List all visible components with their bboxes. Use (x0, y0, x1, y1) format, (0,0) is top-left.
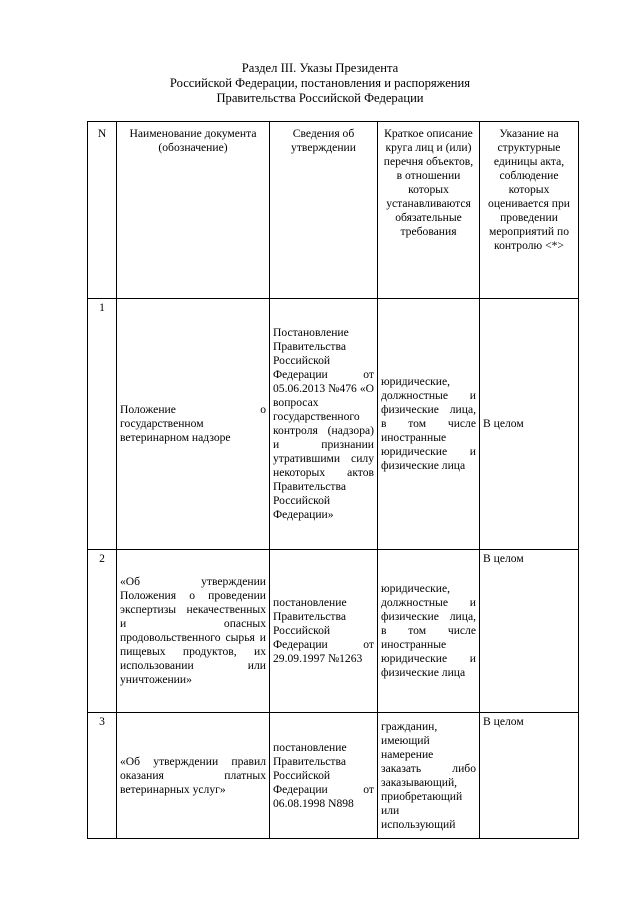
section-title-line-3: Правительства Российской Федерации (216, 91, 424, 105)
row-number: 1 (88, 299, 117, 550)
header-structural-units: Указание на структурные единицы акта, соблюдение которых оценивается при проведении мероприятий по контролю <*> (480, 122, 579, 299)
approval-info: постановление Правительства Российской Федерации от 06.08.1998 N898 (270, 713, 378, 839)
table-row (88, 299, 579, 550)
document-name: Положение о государственном ветеринарном надзоре (117, 299, 270, 550)
section-title (0, 61, 640, 106)
section-title-line-1: Раздел III. Указы Президента (241, 61, 399, 75)
scope-description: юридические, должностные и физические лица, в том числе иностранные юридические и физические лица (378, 550, 480, 713)
scope-description: юридические, должностные и физические лица, в том числе иностранные юридические и физические лица (378, 299, 480, 550)
row-number: 3 (88, 713, 117, 839)
table-header-row (88, 122, 579, 299)
structural-units: В целом (480, 550, 579, 713)
header-approval-info: Сведения об утверждении (270, 122, 378, 299)
scope-description: гражданин, имеющий намерение заказать либо заказывающий, приобретающий или использующий (378, 713, 480, 839)
section-title-line-2: Российской Федерации, постановления и распоряжения (169, 76, 471, 90)
approval-info: Постановление Правительства Российской Федерации от 05.06.2013 №476 «О вопросах государственного контроля (надзора) и признании утратившими силу некоторых актов Правительства Российской Федерации» (270, 299, 378, 550)
header-number: N (88, 122, 117, 299)
structural-units: В целом (480, 299, 579, 550)
row-number: 2 (88, 550, 117, 713)
table-row (88, 550, 579, 713)
document-name: «Об утверждении Положения о проведении экспертизы некачественных и опасных продовольственного сырья и пищевых продуктов, их использовании или уничтожении» (117, 550, 270, 713)
document-name: «Об утверждении правил оказания платных ветеринарных услуг» (117, 713, 270, 839)
approval-info: постановление Правительства Российской Федерации от 29.09.1997 №1263 (270, 550, 378, 713)
structural-units: В целом (480, 713, 579, 839)
requirements-table (87, 121, 579, 839)
header-scope-description: Краткое описание круга лиц и (или) перечня объектов, в отношении которых устанавливаются обязательные требования (378, 122, 480, 299)
header-document-name: Наименование документа (обозначение) (117, 122, 270, 299)
table-row (88, 713, 579, 839)
